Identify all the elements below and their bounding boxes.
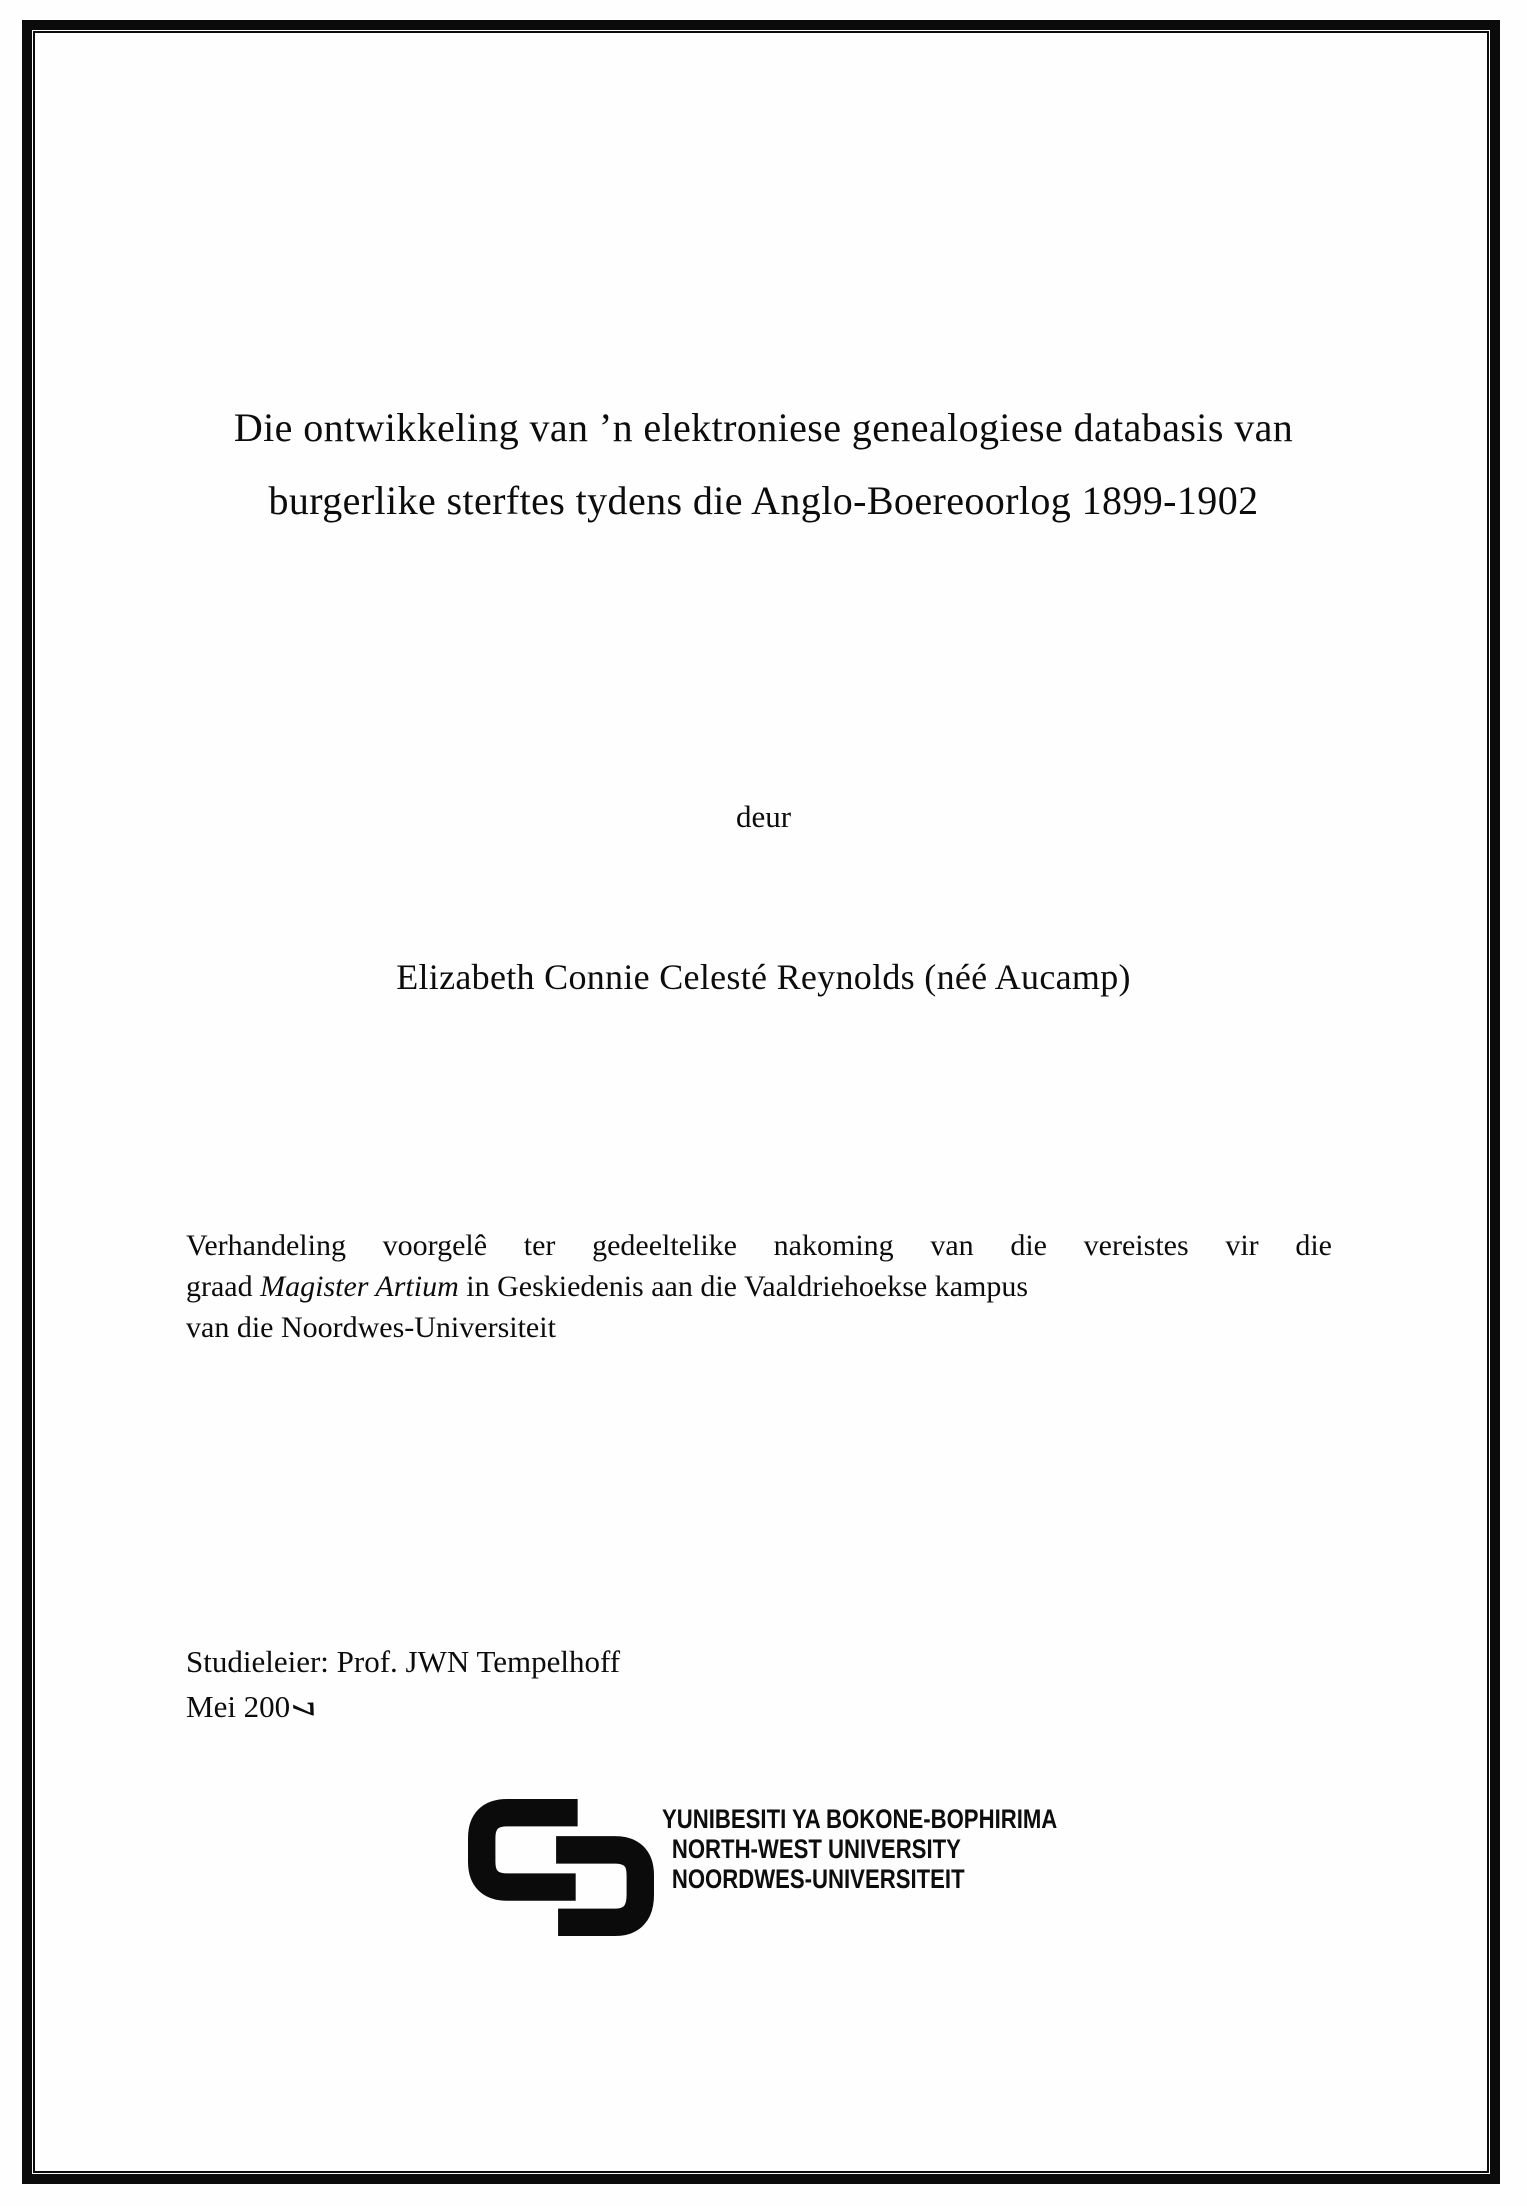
supervisor-block bbox=[186, 1639, 620, 1729]
university-logo bbox=[468, 1797, 1144, 1938]
degree-statement bbox=[186, 1225, 1332, 1348]
logo-line-english: NORTH-WEST UNIVERSITY bbox=[671, 1834, 961, 1864]
thesis-title bbox=[110, 391, 1417, 537]
degree-name-italic: Magister Artium bbox=[260, 1270, 459, 1303]
logo-line-afrikaans: NOORDWES-UNIVERSITEIT bbox=[671, 1864, 965, 1894]
university-logo-text bbox=[662, 1804, 1057, 1894]
thesis-title-line-2: burgerlike sterftes tydens die Anglo-Boereoorlog 1899-1902 bbox=[268, 478, 1259, 523]
degree-statement-line-2 bbox=[186, 1266, 1332, 1307]
nwu-interlocking-links-icon bbox=[468, 1797, 654, 1938]
date-prefix: Mei 200 bbox=[186, 1689, 291, 1724]
date-last-digit: 7 bbox=[286, 1700, 322, 1718]
degree-statement-line-1: Verhandeling voorgelê ter gedeeltelike nakoming van die vereistes vir die bbox=[186, 1229, 1332, 1262]
byline-deur: deur bbox=[735, 799, 792, 834]
logo-line-setswana: YUNIBESITI YA BOKONE-BOPHIRIMA bbox=[662, 1804, 1058, 1834]
statement-line2-post: in Geskiedenis aan die Vaaldriehoekse kampus bbox=[458, 1270, 1029, 1303]
statement-line2-pre: graad bbox=[186, 1270, 261, 1303]
date-line bbox=[186, 1684, 620, 1729]
author-name: Elizabeth Connie Celesté Reynolds (néé Aucamp) bbox=[396, 957, 1131, 997]
degree-statement-line-3: van die Noordwes-Universiteit bbox=[186, 1311, 556, 1344]
thesis-title-line-1: Die ontwikkeling van ’n elektroniese genealogiese databasis van bbox=[233, 405, 1294, 450]
supervisor-line: Studieleier: Prof. JWN Tempelhoff bbox=[186, 1644, 621, 1679]
